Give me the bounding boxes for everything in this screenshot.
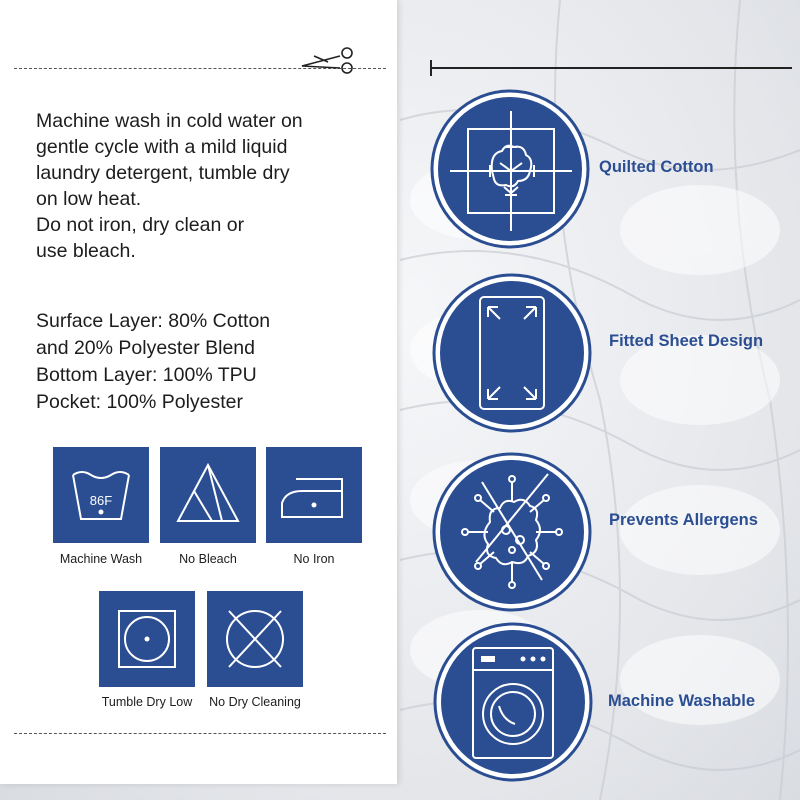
- symbol-label: Machine Wash: [59, 552, 143, 566]
- care-label-panel: [0, 0, 397, 784]
- no-dry-cleaning-icon: [207, 591, 303, 687]
- no-allergens-icon: [432, 452, 592, 612]
- scissors-icon: [300, 44, 360, 79]
- material-line: Surface Layer: 80% Cotton: [36, 310, 271, 332]
- material-line: and 20% Polyester Blend: [36, 337, 255, 359]
- feature-label: Quilted Cotton: [599, 158, 714, 176]
- machine-wash-icon: [53, 447, 149, 543]
- feature-label: Machine Washable: [608, 692, 756, 710]
- symbol-label: Tumble Dry Low: [101, 695, 193, 709]
- symbol-label: No Dry Cleaning: [209, 695, 301, 709]
- care-line: on low heat.: [36, 188, 142, 210]
- feature-label: Prevents Allergens: [609, 511, 758, 529]
- wash-temp: 86F: [89, 493, 113, 508]
- fitted-sheet-icon: [432, 273, 592, 433]
- care-line: Machine wash in cold water on: [36, 110, 303, 132]
- material-line: Bottom Layer: 100% TPU: [36, 364, 257, 386]
- cut-line-bottom: [14, 733, 386, 734]
- material-composition: [36, 308, 376, 416]
- washing-machine-icon: [433, 622, 593, 782]
- care-line: Do not iron, dry clean or: [36, 214, 245, 236]
- care-line: laundry detergent, tumble dry: [36, 162, 290, 184]
- care-line: use bleach.: [36, 240, 136, 262]
- feature-label: Fitted Sheet Design: [609, 332, 764, 350]
- care-instructions: [36, 108, 376, 264]
- material-line: Pocket: 100% Polyester: [36, 391, 244, 413]
- no-iron-icon: [266, 447, 362, 543]
- no-bleach-icon: [160, 447, 256, 543]
- symbol-label: No Iron: [293, 552, 335, 566]
- measurement-line: [430, 60, 792, 76]
- tumble-dry-low-icon: [99, 591, 195, 687]
- symbol-label: No Bleach: [179, 552, 237, 566]
- care-line: gentle cycle with a mild liquid: [36, 136, 288, 158]
- cotton-boll-icon: [430, 89, 590, 249]
